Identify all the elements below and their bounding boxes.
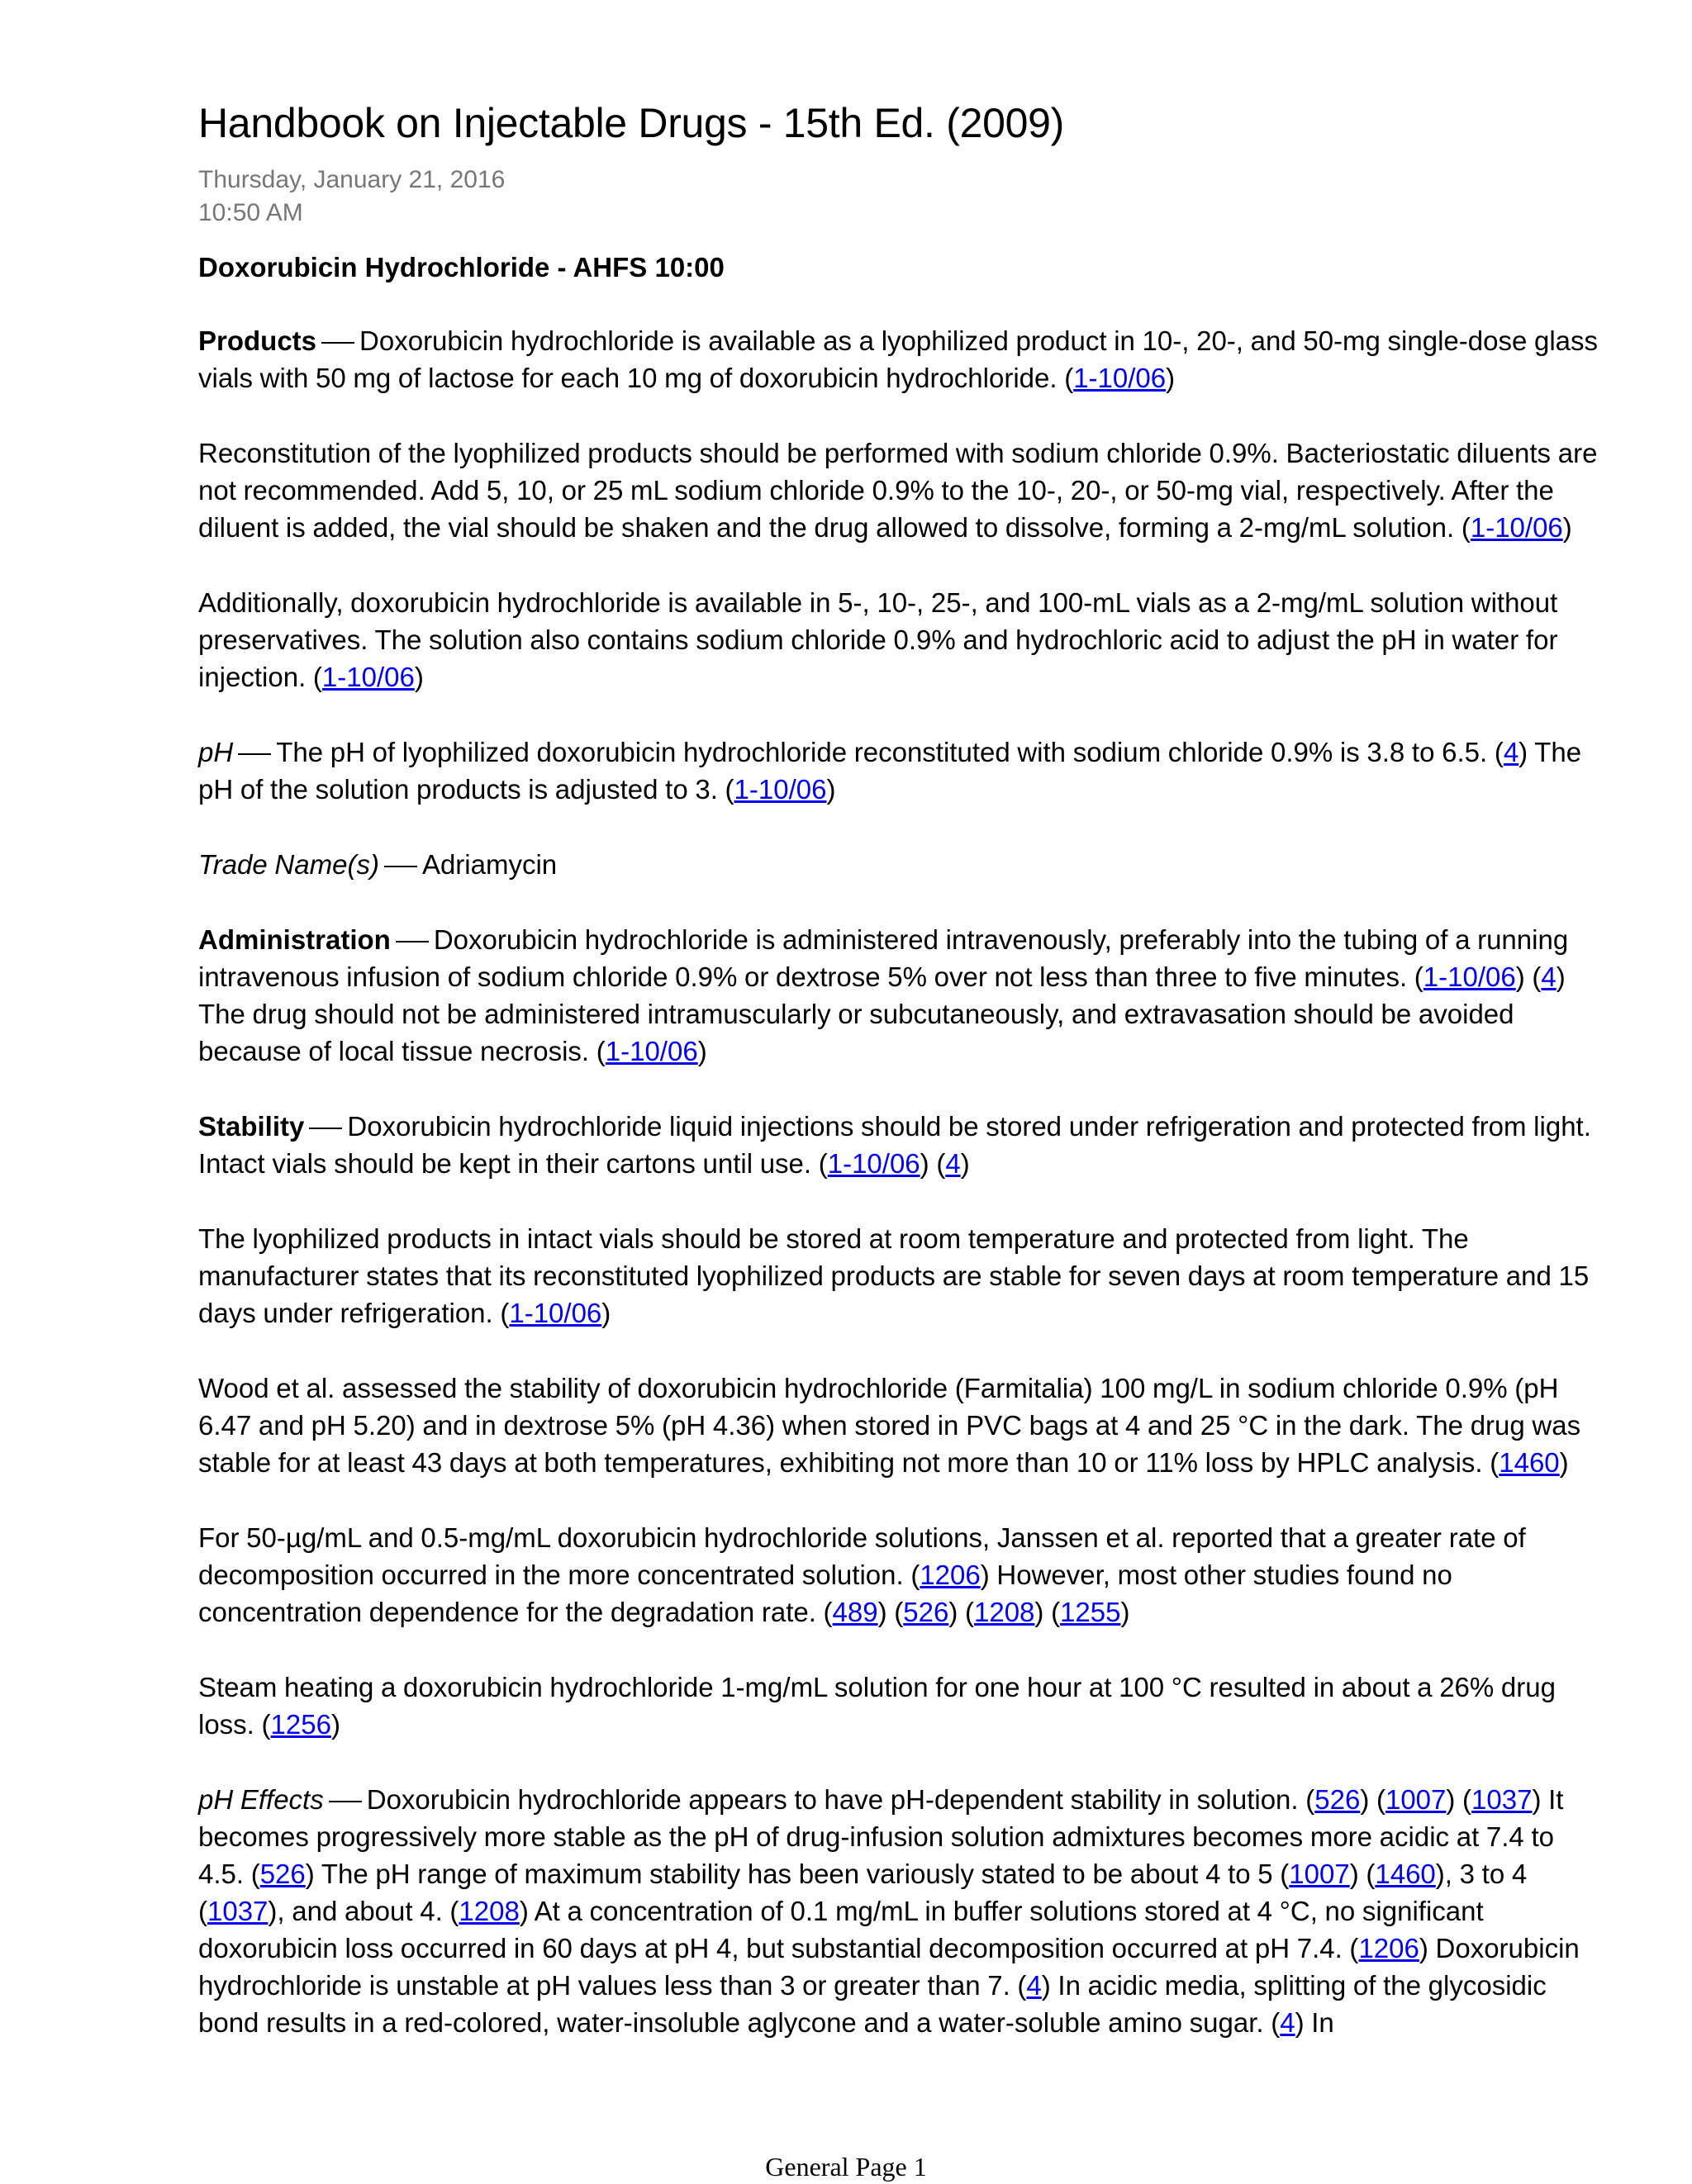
paragraph-text: For 50-µg/mL and 0.5-mg/mL doxorubicin hydrochloride solutions, Janssen et al. reported that a greater rate of decomposition occurred in the more concentrated solution. ( bbox=[198, 1522, 1526, 1590]
reference-link[interactable]: 1460 bbox=[1375, 1859, 1436, 1889]
paragraph-text: Reconstitution of the lyophilized products should be performed with sodium chloride 0.9%. Bacteriostatic diluents are not recommended. Add 5, 10, or 25 mL sodium chloride 0.9% to the 10-, 20-, or 50-mg vial, respectively. After the diluent is added, the vial should be shaken and the drug allowed to dissolve, forming a 2-mg/mL solution. ( bbox=[198, 438, 1598, 543]
paragraph bbox=[198, 1781, 1603, 2041]
paragraph-text: ) The drug should not be administered intramuscularly or subcutaneously, and extravasation should be avoided because of local tissue necrosis. ( bbox=[198, 961, 1566, 1066]
paragraph-text: Doxorubicin hydrochloride is available as a lyophilized product in 10-, 20-, and 50-mg single-dose glass vials with 50 mg of lactose for each 10 mg of doxorubicin hydrochloride. ( bbox=[198, 325, 1599, 393]
reference-link[interactable]: 1255 bbox=[1060, 1597, 1121, 1627]
reference-link[interactable]: 1256 bbox=[270, 1709, 331, 1740]
paragraph-text: ) ( bbox=[920, 1148, 946, 1179]
paragraph-text: ) The pH range of maximum stability has been variously stated to be about 4 to 5 ( bbox=[305, 1859, 1290, 1889]
em-dash-rule bbox=[384, 866, 417, 867]
trade-names-label: Trade Name(s) bbox=[198, 849, 379, 880]
paragraph-text: Adriamycin bbox=[421, 849, 558, 880]
paragraph-text: ) bbox=[697, 1036, 707, 1066]
administration-label: Administration bbox=[198, 924, 391, 955]
paragraph bbox=[198, 584, 1603, 696]
paragraph-text: ) However, most other studies found no concentration dependence for the degradation rate. ( bbox=[198, 1560, 1452, 1627]
paragraph bbox=[198, 1669, 1603, 1743]
paragraph-text: ) At a concentration of 0.1 mg/mL in buffer solutions stored at 4 °C, no significant doxorubicin loss occurred in 60 days at pH 4, but substantial decomposition occurred at pH 7.4. ( bbox=[198, 1896, 1484, 1963]
reference-link[interactable]: 526 bbox=[1314, 1784, 1361, 1815]
paragraph-text: ) bbox=[960, 1148, 970, 1179]
paragraph-text: Additionally, doxorubicin hydrochloride is available in 5-, 10-, 25-, and 100-mL vials as a 2-mg/mL solution without preservatives. The solution also contains sodium chloride 0.9% and hydrochloric acid to adjust the pH in water for injection. ( bbox=[198, 587, 1558, 692]
ph-effects-label: pH Effects bbox=[198, 1784, 324, 1815]
paragraph-text: ) ( bbox=[948, 1597, 974, 1627]
note-timestamp bbox=[198, 164, 1603, 230]
reference-link[interactable]: 4 bbox=[1280, 2007, 1295, 2038]
reference-link[interactable]: 526 bbox=[259, 1859, 306, 1889]
reference-link[interactable]: 1-10/06 bbox=[605, 1036, 698, 1066]
paragraph bbox=[198, 1220, 1603, 1332]
ph-label: pH bbox=[198, 737, 234, 767]
paragraph bbox=[198, 921, 1603, 1070]
paragraph-text: ) ( bbox=[1360, 1784, 1385, 1815]
reference-link[interactable]: 1-10/06 bbox=[734, 774, 827, 805]
reference-link[interactable]: 1037 bbox=[207, 1896, 269, 1926]
paragraph-text: ) ( bbox=[1034, 1597, 1061, 1627]
reference-link[interactable]: 1208 bbox=[973, 1597, 1035, 1627]
paragraph-text: Doxorubicin hydrochloride is administered intravenously, preferably into the tubing of a running intravenous infusion of sodium chloride 0.9% or dextrose 5% over not less than three to five minutes. ( bbox=[198, 924, 1569, 992]
paragraph-text: ) bbox=[1120, 1597, 1130, 1627]
paragraph-text: ) bbox=[1562, 512, 1572, 543]
stability-label: Stability bbox=[198, 1111, 305, 1142]
page-footer: General Page 1 bbox=[765, 2152, 927, 2182]
paragraph-text: ) bbox=[330, 1709, 340, 1740]
paragraph-text: ) ( bbox=[877, 1597, 904, 1627]
reference-link[interactable]: 1-10/06 bbox=[827, 1148, 920, 1179]
paragraph-text: ) Doxorubicin hydrochloride is unstable at pH values less than 3 or greater than 7. ( bbox=[198, 1933, 1580, 2001]
reference-link[interactable]: 4 bbox=[1541, 961, 1557, 992]
paragraph-text: ) In acidic media, splitting of the glycosidic bond results in a red-colored, water-insoluble aglycone and a water-soluble amino sugar. ( bbox=[198, 1970, 1547, 2038]
reference-link[interactable]: 1-10/06 bbox=[1470, 512, 1563, 543]
paragraph-text: The pH of lyophilized doxorubicin hydrochloride reconstituted with sodium chloride 0.9% is 3.8 to 6.5. ( bbox=[276, 737, 1504, 767]
paragraph-text: ) bbox=[1166, 363, 1176, 393]
note-time: 10:50 AM bbox=[198, 199, 303, 226]
paragraph-text: Steam heating a doxorubicin hydrochloride 1-mg/mL solution for one hour at 100 °C resulted in about a 26% drug loss. ( bbox=[198, 1672, 1556, 1740]
paragraph-text: Wood et al. assessed the stability of doxorubicin hydrochloride (Farmitalia) 100 mg/L in sodium chloride 0.9% (pH 6.47 and pH 5.20) and in dextrose 5% (pH 4.36) when stored in PVC bags at 4 and 25 °C in the dark. The drug was stable for at least 43 days at both temperatures, exhibiting not more than 10 or 11% loss by HPLC analysis. ( bbox=[198, 1373, 1581, 1478]
paragraph bbox=[198, 1370, 1603, 1481]
paragraph bbox=[198, 1519, 1603, 1631]
page-title: Handbook on Injectable Drugs - 15th Ed. (2009) bbox=[198, 100, 1064, 146]
paragraph-text: ) ( bbox=[1446, 1784, 1472, 1815]
em-dash-rule bbox=[309, 1128, 342, 1129]
paragraph bbox=[198, 322, 1603, 396]
reference-link[interactable]: 1208 bbox=[459, 1896, 520, 1926]
reference-link[interactable]: 1460 bbox=[1499, 1447, 1560, 1478]
reference-link[interactable]: 1206 bbox=[1358, 1933, 1419, 1963]
products-label: Products bbox=[198, 325, 317, 356]
paragraph-text: ), and about 4. ( bbox=[268, 1896, 459, 1926]
paragraph bbox=[198, 734, 1603, 808]
em-dash-rule bbox=[238, 753, 271, 755]
note-date: Thursday, January 21, 2016 bbox=[198, 166, 506, 193]
em-dash-rule bbox=[396, 941, 429, 942]
paragraph-text: ), 3 to 4 ( bbox=[198, 1859, 1528, 1926]
paragraph-text: The lyophilized products in intact vials should be stored at room temperature and protected from light. The manufacturer states that its reconstituted lyophilized products are stable for seven days at room temperature and 15 days under refrigeration. ( bbox=[198, 1223, 1590, 1328]
reference-link[interactable]: 4 bbox=[1503, 737, 1519, 767]
paragraph-text: ) bbox=[1559, 1447, 1569, 1478]
paragraph-text: ) The pH of the solution products is adjusted to 3. ( bbox=[198, 737, 1582, 805]
em-dash-rule bbox=[321, 342, 354, 344]
paragraph-text: ) It becomes progressively more stable as the pH of drug-infusion solution admixtures becomes more acidic at 7.4 to 4.5. ( bbox=[198, 1784, 1564, 1889]
document-page bbox=[198, 97, 1603, 2041]
paragraph-text: ) In bbox=[1295, 2007, 1334, 2038]
reference-link[interactable]: 1206 bbox=[920, 1560, 981, 1590]
paragraph bbox=[198, 1108, 1603, 1182]
paragraph-text: ) bbox=[601, 1298, 611, 1328]
reference-link[interactable]: 526 bbox=[903, 1597, 949, 1627]
em-dash-rule bbox=[329, 1801, 362, 1802]
paragraph-text: Doxorubicin hydrochloride liquid injections should be stored under refrigeration and protected from light. Intact vials should be kept in their cartons until use. ( bbox=[198, 1111, 1591, 1179]
reference-link[interactable]: 1-10/06 bbox=[321, 662, 415, 692]
reference-link[interactable]: 1-10/06 bbox=[1423, 961, 1516, 992]
reference-link[interactable]: 1037 bbox=[1471, 1784, 1533, 1815]
paragraph bbox=[198, 846, 1603, 883]
paragraph-text: ) bbox=[826, 774, 836, 805]
paragraph-text: ) ( bbox=[1349, 1859, 1376, 1889]
monograph-heading: Doxorubicin Hydrochloride - AHFS 10:00 bbox=[198, 252, 725, 282]
reference-link[interactable]: 1007 bbox=[1289, 1859, 1350, 1889]
reference-link[interactable]: 1-10/06 bbox=[1073, 363, 1167, 393]
reference-link[interactable]: 489 bbox=[832, 1597, 878, 1627]
paragraph-text: ) bbox=[414, 662, 424, 692]
reference-link[interactable]: 1-10/06 bbox=[509, 1298, 602, 1328]
reference-link[interactable]: 4 bbox=[1026, 1970, 1042, 2001]
paragraph-text: ) ( bbox=[1515, 961, 1542, 992]
reference-link[interactable]: 4 bbox=[945, 1148, 961, 1179]
monograph-body bbox=[198, 322, 1603, 2041]
paragraph bbox=[198, 434, 1603, 546]
reference-link[interactable]: 1007 bbox=[1385, 1784, 1447, 1815]
paragraph-text: Doxorubicin hydrochloride appears to have pH-dependent stability in solution. ( bbox=[366, 1784, 1315, 1815]
